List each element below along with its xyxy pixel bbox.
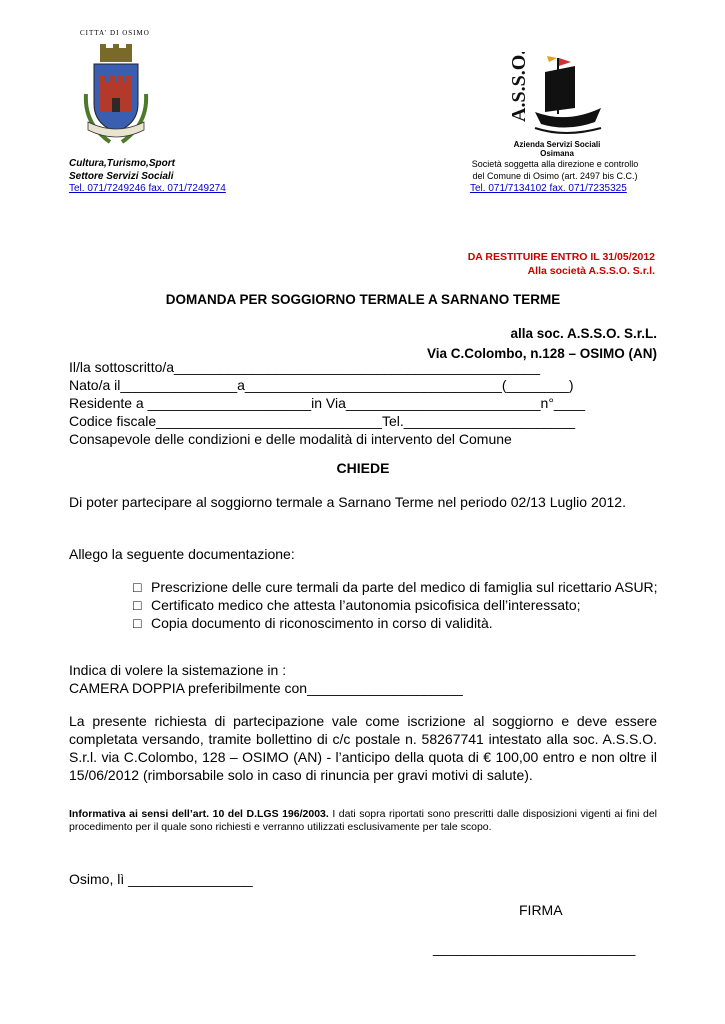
accommodation-intro: Indica di volere la sistemazione in : — [69, 662, 287, 678]
attachments-intro: Allego la seguente documentazione: — [69, 546, 295, 562]
attachment-text: Certificato medico che attesta l’autonomia psicofisica dell’interessato; — [151, 597, 581, 613]
payment-paragraph: La presente richiesta di partecipazione vale come iscrizione al soggiorno e deve essere completata versando, tramite bollettino di c/c postale n. 58267741 intestato alla soc. A.S.S.O. S.r.l. via C.Colombo, 128 – OSIMO (AN) - l’anticipo della quota di € 100,00 entro e non oltre il 15/06/2012 (rimborsabile solo in caso di rinuncia per gravi motivi di salute). — [69, 713, 657, 783]
deadline-line2: Alla società A.S.S.O. S.r.l. — [527, 265, 655, 277]
chiede-heading: CHIEDE — [336, 460, 390, 476]
attachment-text: Prescrizione delle cure termali da parte del medico di famiglia sul ricettario ASUR; — [151, 579, 658, 595]
left-phone-link[interactable]: Tel. 071/7249246 fax. 071/7249274 — [69, 183, 226, 194]
signature-line[interactable]: __________________________ — [433, 940, 636, 956]
field-name[interactable]: Il/la sottoscritto/a_______________________________________________ — [69, 359, 540, 375]
field-birth[interactable]: Nato/a il_______________a_________________________________(________) — [69, 377, 574, 393]
attachment-text: Copia documento di riconoscimento in corso di validità. — [151, 615, 493, 631]
request-paragraph: Di poter partecipare al soggiorno termale a Sarnano Terme nel periodo 02/13 Luglio 2012. — [69, 494, 626, 510]
logo-subtitle1: Azienda Servizi Sociali — [513, 140, 601, 149]
right-phone-link[interactable]: Tel. 071/7134102 fax. 071/7235325 — [470, 183, 627, 194]
field-place-date[interactable]: Osimo, lì ________________ — [69, 871, 253, 887]
dept-line2: Settore Servizi Sociali — [69, 171, 174, 182]
privacy-heading: Informativa ai sensi dell’art. 10 del D.LGS 196/2003. — [69, 808, 329, 820]
attachment-item — [133, 578, 658, 596]
asso-logo — [505, 52, 605, 144]
field-tax-code-phone[interactable]: Codice fiscale_____________________________Tel.______________________ — [69, 413, 576, 429]
signature-label: FIRMA — [519, 902, 563, 918]
consent-line: Consapevole delle condizioni e delle modalità di intervento del Comune — [69, 431, 512, 447]
checkbox[interactable]: □ — [133, 615, 142, 631]
company-control-line2: del Comune di Osimo (art. 2497 bis C.C.) — [472, 171, 638, 181]
document-title: DOMANDA PER SOGGIORNO TERMALE A SARNANO TERME — [165, 292, 561, 307]
privacy-text: I dati sopra riportati sono prescritti dalle disposizioni vigenti ai fini del procedimento per il quale sono richiesti e verranno utilizzati esclusivamente per tale scopo. — [69, 808, 657, 833]
field-residence[interactable]: Residente a _____________________in Via_________________________n°____ — [69, 395, 586, 411]
attachment-item — [133, 614, 658, 632]
osimo-crest — [80, 44, 152, 152]
logo-subtitle2: Osimana — [540, 149, 574, 158]
deadline-line1: DA RESTITUIRE ENTRO IL 31/05/2012 — [467, 251, 655, 263]
dept-line1: Cultura,Turismo,Sport — [69, 158, 175, 169]
checkbox[interactable]: □ — [133, 597, 142, 613]
svg-text:A.S.S.O.: A.S.S.O. — [508, 52, 530, 122]
recipient-line2: Via C.Colombo, n.128 – OSIMO (AN) — [426, 346, 657, 361]
recipient-line1: alla soc. A.S.S.O. S.r.L. — [510, 326, 657, 341]
city-label: CITTA' DI OSIMO — [80, 29, 150, 37]
company-control-line1: Società soggetta alla direzione e controllo — [471, 159, 639, 169]
checkbox[interactable]: □ — [133, 579, 142, 595]
privacy-notice — [69, 808, 657, 834]
attachments-list — [133, 578, 658, 632]
field-room-sharing[interactable]: CAMERA DOPPIA preferibilmente con____________________ — [69, 680, 463, 696]
attachment-item — [133, 596, 658, 614]
